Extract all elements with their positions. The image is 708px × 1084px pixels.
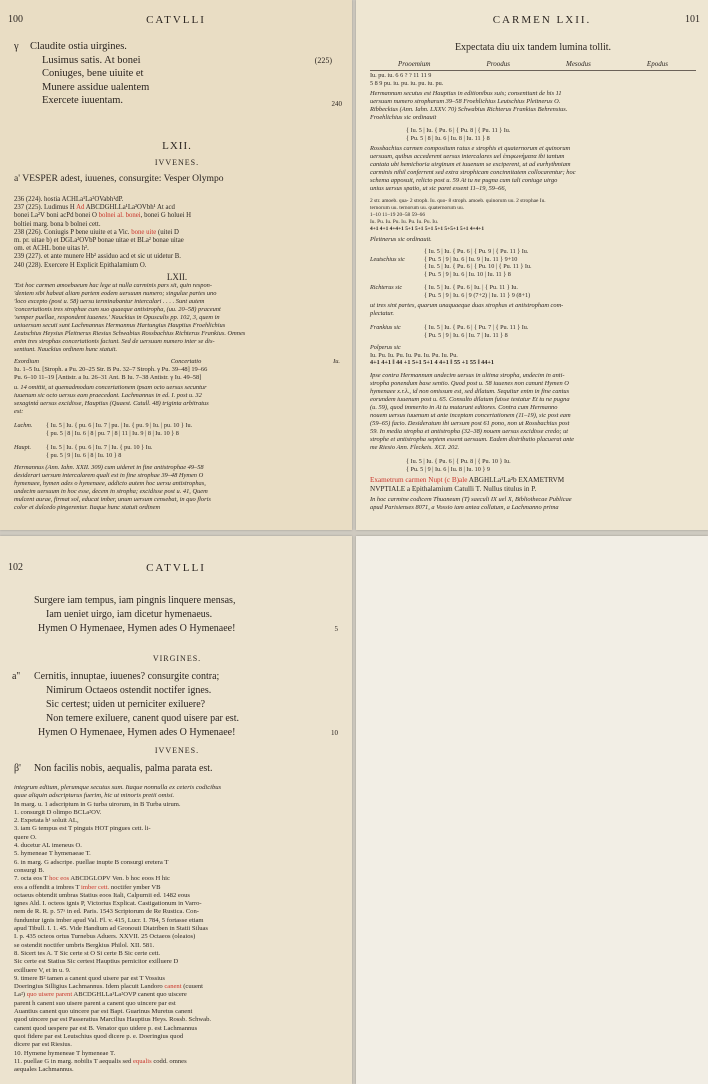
verse-block <box>14 762 324 776</box>
page-102 <box>0 536 352 1084</box>
final-notes: Hermannus (Ann. Iahn. XXII. 309) cum uideret in fine antistrophae 49–58 desiderari uersum intercalarem quali est in fine strophae 39–48 Hymen O hymenaee, hymen ades o hymenaee, addicto autem hoc uersu antistrophas, undecim uersuum in hoc esse, decem in stropha; excidisse post u. 41, Quem mulcent aurae, firmat sol, educat imber, unum uersum censebat, in quo floris color et dulcedo pingerentur. Itaque hunc statuit ordinem <box>14 464 211 511</box>
subsection-title: LXII. <box>166 272 188 282</box>
polper-scheme: Polperus sic Iu. Pu. Iu. Pu. Iu. Pu. Iu. Pu. Iu. Pu. 4+1 4+1 ‖ 44 +1 5+1 5+1 4 4+1 ‖ 55 +1 55 ‖ 44+1 <box>370 344 494 367</box>
verse-block <box>34 594 338 636</box>
section-title: LXII. <box>162 140 192 152</box>
first-verse: Expectata diu uix tandem lumina tollit. <box>454 42 612 53</box>
speaker-label: IVVENES. <box>154 746 200 755</box>
speaker-label: VIRGINES. <box>152 654 202 663</box>
haupt-scheme: Haupt. { Iu. 5 | Iu. { pu. 6 | Iu. 7 | Iu. { pu. 10 } Iu. { pu. 5 | 9 | Iu. 6 | 8 | Iu. 10 } 8 <box>14 444 153 459</box>
page-number: 101 <box>685 14 700 25</box>
verse-line: Surgere iam tempus, iam pingnis linquere mensas, <box>34 595 236 606</box>
page-header <box>356 14 708 28</box>
paragraph: Rossbachius carmen compositum ratus e strophis et quaternorum et quinorum uersuum, quibus accederent uersus intercalares uel ἐπιφωνήματα ibi tantum cantata ubi hemichoria uirginum et iuuenum se exciperent, ut ad eurhythmiam carminis nihil conferrent sed extra strophicam concinnitatem collocarentur; hoc schema apposuit, relicto post u. 59 At tu ne pugna cum tali coniuge uirgo unius uersus spatio, ut sic paret essent 11–19, 59–66, <box>370 145 576 192</box>
first-verse: a' VESPER adest, iuuenes, consurgite: Vesper Olympo <box>14 173 224 184</box>
verse-line: γ Claudite ostia uirgines. <box>14 41 127 52</box>
running-head: CATVLLI <box>146 562 206 574</box>
label: Pleitnerus sic ordinauit. <box>370 236 432 243</box>
verse-line: Hymen O Hymenaee, Hymen ades O Hymenaee! 5 <box>38 623 338 634</box>
leutsch-scheme: Leutschius sic { Iu. 5 | Iu. { Pu. 6 | { Pu. 9 | { Pu. 11 } Iu. { Pu. 5 | 9 | Iu. 6 | Iu. 9 | Iu. 11 } 9+10 { Iu. 5 | Iu. { Pu. 6 | { Pu. 10 | { Pu. 11 } Iu. { Pu. 5 | 9 | Iu. 6 | Iu. 10 | Iu. 11 } 8 <box>370 248 532 278</box>
blank-page <box>356 536 708 1084</box>
running-head: CARMEN LXII. <box>492 14 592 26</box>
verse-line: β' Non facilis nobis, aequalis, palma parata est. <box>14 763 213 774</box>
verse-block <box>12 670 338 740</box>
verse-line: Nimirum Octaeos ostendit noctifer ignes. <box>46 685 212 696</box>
structure-table: Exordium Concertatio Iu. Iu. 1–5 Iu. [Stroph. a Pu. 20–25 Str. B Pu. 32–7 Stroph. γ Pu. 39–48] 19–66 Pu. 6–10 11–19 [Antistr. a Iu. 26–31 Ant. B Iu. 7–38 Antistr. γ Iu. 49–58] <box>14 358 340 381</box>
page-header <box>0 562 352 576</box>
page-header <box>0 14 352 28</box>
verse-line: Munere assidue ualentem <box>42 81 150 93</box>
explicit: Exametrum carmen Nupt (c B)ale ABGHLLa¹La²b EXAMETRVM NVPTIALE a Epithalamium Catulli T. Nullus titulus in P. <box>370 476 565 493</box>
paragraph: Ipse contra Hermannum undecim uersus in ultima stropha, undecim in anti- stropha ponendum base sentio. Quod post u. 58 iuuenes non canunt Hymen O hymenaee x.r.λ., id non omissum est, sed dilatum. Sequitur enim in fine cantus eorundem iuuenum post u. 65. Consulto dilatum fuisse testatur Et tu ne pugna (u. 59), quod immerito in At tu mutarunt editores. Contra cum Hermanno nouem uersus iuuenum ut ante inceptam concertationem (11–19), sic post eam (59–65) facio. Desideratum ibi uersum post 61 pono, non ut Rossbachius post 59. In media stropha et antistropha (32–38) nouem uersus excidisse credo; ut strophe et antistropha septem essent uersuum. Eadem distributio placuerat ante me Riesio Ann. Fleckeis. XCI. 202. <box>370 372 575 451</box>
speaker-label: IVVENES. <box>154 158 200 167</box>
final-scheme: { Iu. 5 | Iu. { Pu. 6 | { Pu. 8 | { Pu. 10 } Iu. { Pu. 5 | 9 | Iu. 6 | Iu. 8 | Iu. 10 } 9 <box>406 458 511 473</box>
verse-line: Exercete iuuentam. 240 <box>42 95 342 108</box>
closing-paragraph: In hoc carmine codicem Thuaneum (T) saeculi IX uel X, Bibliothecae Publicae apud Parisienses 8071, a Vossio iam antea collatum, a Lachmanno prima <box>370 496 572 511</box>
verse-line: Non temere exiluere, canent quod uisere par est. <box>46 713 239 724</box>
page-101 <box>356 0 708 530</box>
verse-line: Sic certest; uiden ut perniciter exiluere? <box>46 699 206 710</box>
page-number: 102 <box>8 562 23 573</box>
rossbach-scheme: 2 str. amoeb. qua- 2 stroph. Iu. quo- 8 stroph. amoeb. quinorum uu. 2 strophae Iu. ternorum uu. ternorum uu. quaternorum uu. 1–10 11–19 20–58 59–66 Iu. Pu. Iu. Pu. Iu. Pu. Iu. Pu. Iu. 4+1 4+1 4+4+1 5+1 5+1 5+1 5+1 5+5+1 5+1 4+4+1 <box>370 198 546 232</box>
notes: u. 14 omittit, ut quemadmodum concertationem ipsam octo uersus secuntur iuuenum sic octo uersus eam praecedant. Lachmannus in ed. I. post u. 32 sexagintá uersus excidisse, Hauptius (Quaest. Catull. 48) triginta arbitratus est: <box>14 384 209 415</box>
verse-block <box>14 40 342 108</box>
froehlich-scheme: { Iu. 5 | Iu. { Pu. 6 | { Pu. 8 | { Pu. 11 } Iu. { Pu. 5 | 8 | Iu. 6 | Iu. 8 | Iu. 11 } 8 <box>406 127 511 142</box>
verse-line: Lusimus satis. At bonei (225) <box>42 54 332 66</box>
richter-scheme: Richterus sic { Iu. 5 | Iu. { Pu. 6 | Iu. | { Pu. 11 } Iu. { Pu. 5 | 9 | Iu. 6 | 9 (7+2) | Iu. 11 } 9 (8+1) <box>370 284 531 299</box>
commentary: 'Est hoc carmen amoebaeum hac lege ut nulla carminis pars sit, quin respon- 'dentem sibi habeat aliam partem eodem uersuum numero; singulae partes uno 'loco excepto (post u. 58) uersu terminabantur intercalari . . . . Sunt autem 'concertationis tres strophae cum suo quaeque antistropha, (uu. 20–58) praceunt 'semper puellae, respondent iuuenes.' Nauckius in Opusculis pp. 102, 3, quem in uniuersum secuti sunt Lachmannus Hermannus Hartungius Hauptius Froehlichius Leutschius Heysius Pleitnerus Riesius Schwabius Rossbachius Richterus Frankius. Omnes enim tres strophas concertationis faciunt. Sed de uersuum numero inter se dis- sentiunt. Nauckius ordinem hunc statuit. <box>14 282 246 353</box>
apparatus-criticus: 236 (224). hostia ACHLa¹La²OVabh¹dP. 237 (225). Ludimus H Ad ABCDGHLLa¹La²OVbh¹ At acd bonei La²V boni acPd bonei O bolnei al. bonei, bonei G holuei H boltiei marg. bona b bolnei cett. 238 (226). Coniugis P bene uiuite et a Vic. bone uite (uitei D m. pr. uitae b) et DGLa²OVbP bonae uitae et BLa² bonae uitae om. et ACHL bone uitas h². 239 (227). et ante munere Hb² assiduo acd et sic ut uidetur B. 240 (228). Exercere H Explicit Epithalamium O. <box>14 196 192 269</box>
lachmann-scheme: Lachm. { Iu. 5 | Iu. { pu. 6 | Iu. 7 | pu. | Iu. { pu. 9 | Iu. | pu. 10 } Iu. { pu. 5 | 8 | Iu. 6 | 8 | pu. 7 | 8 | 11 | Iu. 9 | 8 | Iu. 10 } 8 <box>14 422 193 437</box>
paragraph: ut tres sint partes, quarum unaquaeque duas strophas et antistropham com- plectatur. <box>370 302 564 317</box>
verse-line: Hymen O Hymenaee, Hymen ades O Hymenaee! 10 <box>38 727 338 738</box>
parts-header: Prooemium Proodus Mesodus Epodus Iu. pu. iu. 6 6 ? ? 11 11 9 5 8 9 pu. iu. pu. iu. pu. iu. pu. <box>370 58 696 89</box>
page-100 <box>0 0 352 530</box>
paragraph: Hermannum secutus est Hauptius in editionibus suis; consentiunt de his 11 uersuum numero stropharum 39–58 Froehlichius Leutschius Pleitnerus O. Ribbeckius (Ann. Iahn. LXXV. 70) Schwabius Richterus Frankius Behrensius. Froehlichius sic ordinauit <box>370 90 568 121</box>
frank-scheme: Frankius sic { Iu. 5 | Iu. { Pu. 6 | { Pu. 7 | { Pu. 11 } Iu. { Pu. 5 | 9 | Iu. 6 | Iu. 7 | Iu. 11 } 8 <box>370 324 529 339</box>
apparatus-criticus: integrum editum, plerumque secutus sum. Itaque nonnulla ex ceteris codicibus quae aliquin adscripturus fuerim, hic ut minoris pretii omisi. In marg. u. 1 adscriptum in G turba uirorum, in B Turba uirum. 1. consurgit D olimpo BCLa²OV. 2. Expetata h¹ soluit AL, 3. iam G tempus est T pinguis HOT pingues cett. li- quere O. 4. ducetur AL imeneus O. 5. hymeneae T hymenaeae T. 6. in marg. G adscripe. puellae inupte B consurgi eretera T consurgi B. 7. octa eos T hoc eos ABCDGLOPV Ven. b hoc eoos H hic eos a offendit a imbres T imber cett. noctifer ymber VB octaeus obtendit umbras Statius eoos Itali, Calpurnii ed. 1482 eous ignes Ald. I. octeos ignis P, Victorius Explicat. Castigationum in Varro- nem de R. R. p. 57ᵃ in ed. Paris. 1543 Scriptorum de Re Rustica. Con- funduntur ignis imber apud Val. Fl. v. 415, Lucr. I. 784, 5 fortasse etiam apud Tibull. I. 1. 45. Vide Handium ad Gronouii Diatriben in Statii Siluas I. p. 435 octeos ortus Turnebus Aduers. XXVII. 25 Octaeos (oleaios) se ostendit noctifer umbris Bergkius Philol. XII. 581. 8. Sicert tes A. T Sic certe st O Si certe B Sic certe cett. Sic certe est Statius Sic certest Hauptius pernicitor exilluere D exilluere V, et in u. 9. 9. timere B² tamen a canent quod uisere par est T Vossius Doeringius Silligius Lachmannus. Idem placuit Landoro canent (cuuent La²) quo uisere parent ABCDGHLLa¹La²OVP canent quo uiscere parent h canent suo uisere parent a canent quo uincere par est Auantius canent quo uincere par est Bapt. Guarinus Muretus canent quod uincere par est Passeratius Marcilius Hauptius Heys. Rossb. Schwab. canent quod uespere par est B. Venator quo uidere p. est Lachmannus quoi fidere par est Leutschius quod dicere p. e. Doeringius quod dicere par est Riesius. 10. Hymene hymeneae T hymeneae T. 11. puellae G in marg. nobilis T aequalis sed equalis codd. omnes aequales Lachmannus. <box>14 784 222 1074</box>
page-number: 100 <box>8 14 23 25</box>
verse-line: Iam ueniet uirgo, iam dicetur hymenaeus. <box>46 609 213 620</box>
verse-line: Coniuges, bene uiuite et <box>42 68 144 79</box>
verse-line: a'' Cernitis, innuptae, iuuenes? consurgite contra; <box>12 671 220 682</box>
running-head: CATVLLI <box>146 14 206 26</box>
